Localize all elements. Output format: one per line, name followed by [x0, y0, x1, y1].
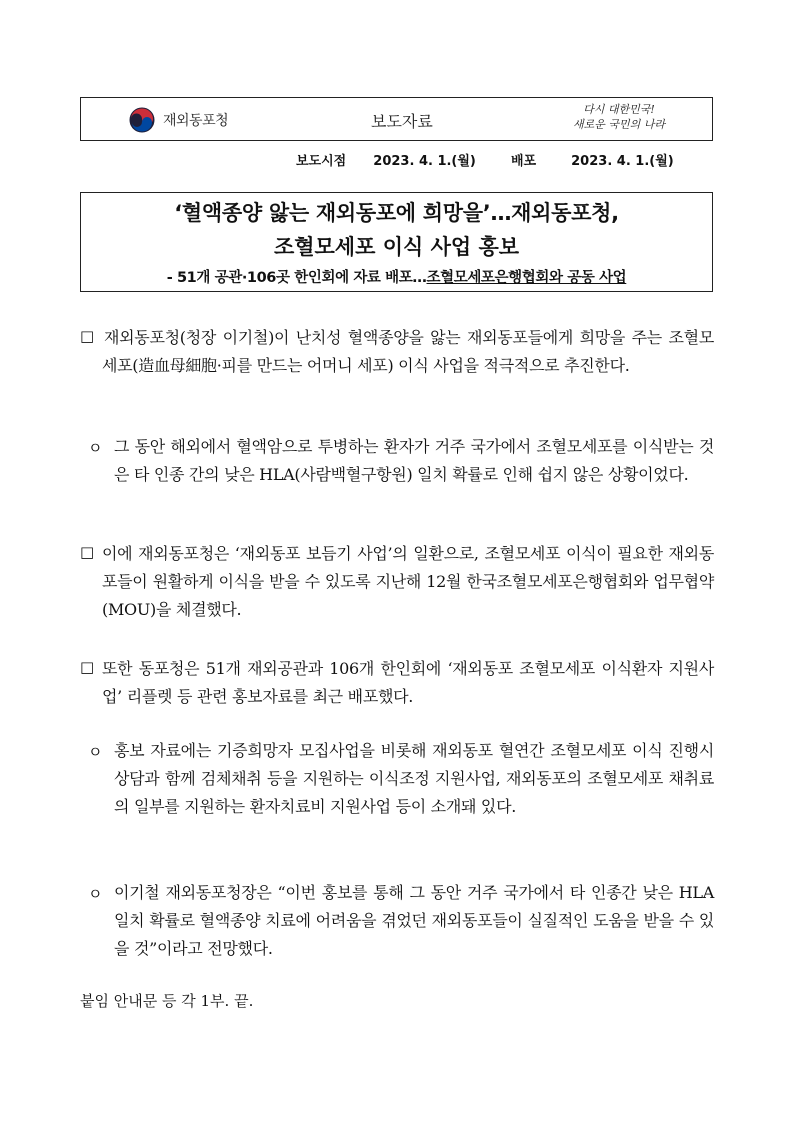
square-bullet: □	[80, 543, 95, 561]
release-time-value: 2023. 4. 1.(월)	[373, 154, 476, 169]
org-name: 재외동포청	[163, 113, 229, 129]
circle-bullet: ㅇ	[88, 439, 103, 457]
paragraph-3: 이에 재외동포청은 ‘재외동포 보듬기 사업’의 일환으로, 조혈모세포 이식이 필요한 재외동포들이 원활하게 이식을 받을 수 있도록 지난해 12월 한국조혈모세포은행협회와 업무협약(MOU)을 체결했다.	[102, 544, 714, 619]
subheadline-underlined: 조혈모세포은행협회와 공동 사업	[426, 270, 627, 286]
slogan-line1: 다시 대한민국!	[583, 103, 655, 116]
government-emblem-icon	[129, 107, 155, 133]
paragraph-6: 이기철 재외동포청장은 “이번 홍보를 통해 그 동안 거주 국가에서 타 인종간 낮은 HLA 일치 확률로 혈액종양 치료에 어려움을 겪었던 재외동포들이 실질적인 도움을 받을 수 있을 것”이라고 전망했다.	[114, 883, 714, 958]
square-bullet: □	[80, 658, 95, 676]
headline-line2: 조혈모세포 이식 사업 홍보	[273, 235, 520, 259]
release-time-label: 보도시점	[296, 154, 347, 169]
square-bullet: □	[80, 327, 95, 345]
doc-type-label: 보도자료	[371, 112, 433, 131]
paragraph-1: 재외동포청(청장 이기철)이 난치성 혈액종양을 앓는 재외동포들에게 희망을 주는 조혈모세포(造血母細胞·피를 만드는 어머니 세포) 이식 사업을 적극적으로 추진한다.	[102, 328, 714, 375]
title-box	[80, 192, 713, 292]
subheadline	[81, 266, 712, 287]
slogan-line2: 새로운 국민의 나라	[572, 118, 665, 131]
agency-logo	[129, 107, 228, 133]
headline-line1: ‘혈액종양 앓는 재외동포에 희망을’…재외동포청,	[174, 201, 619, 225]
circle-bullet: ㅇ	[88, 743, 103, 761]
subheadline-plain: - 51개 공관·106곳 한인회에 자료 배포…	[166, 270, 427, 286]
distribution-value: 2023. 4. 1.(월)	[571, 154, 674, 169]
attachment-note: 붙임 안내문 등 각 1부. 끝.	[80, 992, 254, 1010]
release-info	[296, 150, 696, 169]
circle-bullet: ㅇ	[88, 885, 103, 903]
paragraph-2: 그 동안 해외에서 혈액암으로 투병하는 환자가 거주 국가에서 조혈모세포를 이식받는 것은 타 인종 간의 낮은 HLA(사람백혈구항원) 일치 확률로 인해 쉽지 않은 상황이었다.	[114, 437, 714, 484]
paragraph-4: 또한 동포청은 51개 재외공관과 106개 한인회에 ‘재외동포 조혈모세포 이식환자 지원사업’ 리플렛 등 관련 홍보자료를 최근 배포했다.	[102, 659, 714, 706]
slogan	[564, 102, 674, 132]
distribution-label: 배포	[510, 154, 537, 169]
paragraph-5: 홍보 자료에는 기증희망자 모집사업을 비롯해 재외동포 혈연간 조혈모세포 이식 진행시 상담과 함께 검체채취 등을 지원하는 이식조정 지원사업, 재외동포의 조혈모세포 채취료의 일부를 지원하는 환자치료비 지원사업 등이 소개돼 있다.	[114, 741, 714, 816]
header-box	[80, 97, 713, 141]
